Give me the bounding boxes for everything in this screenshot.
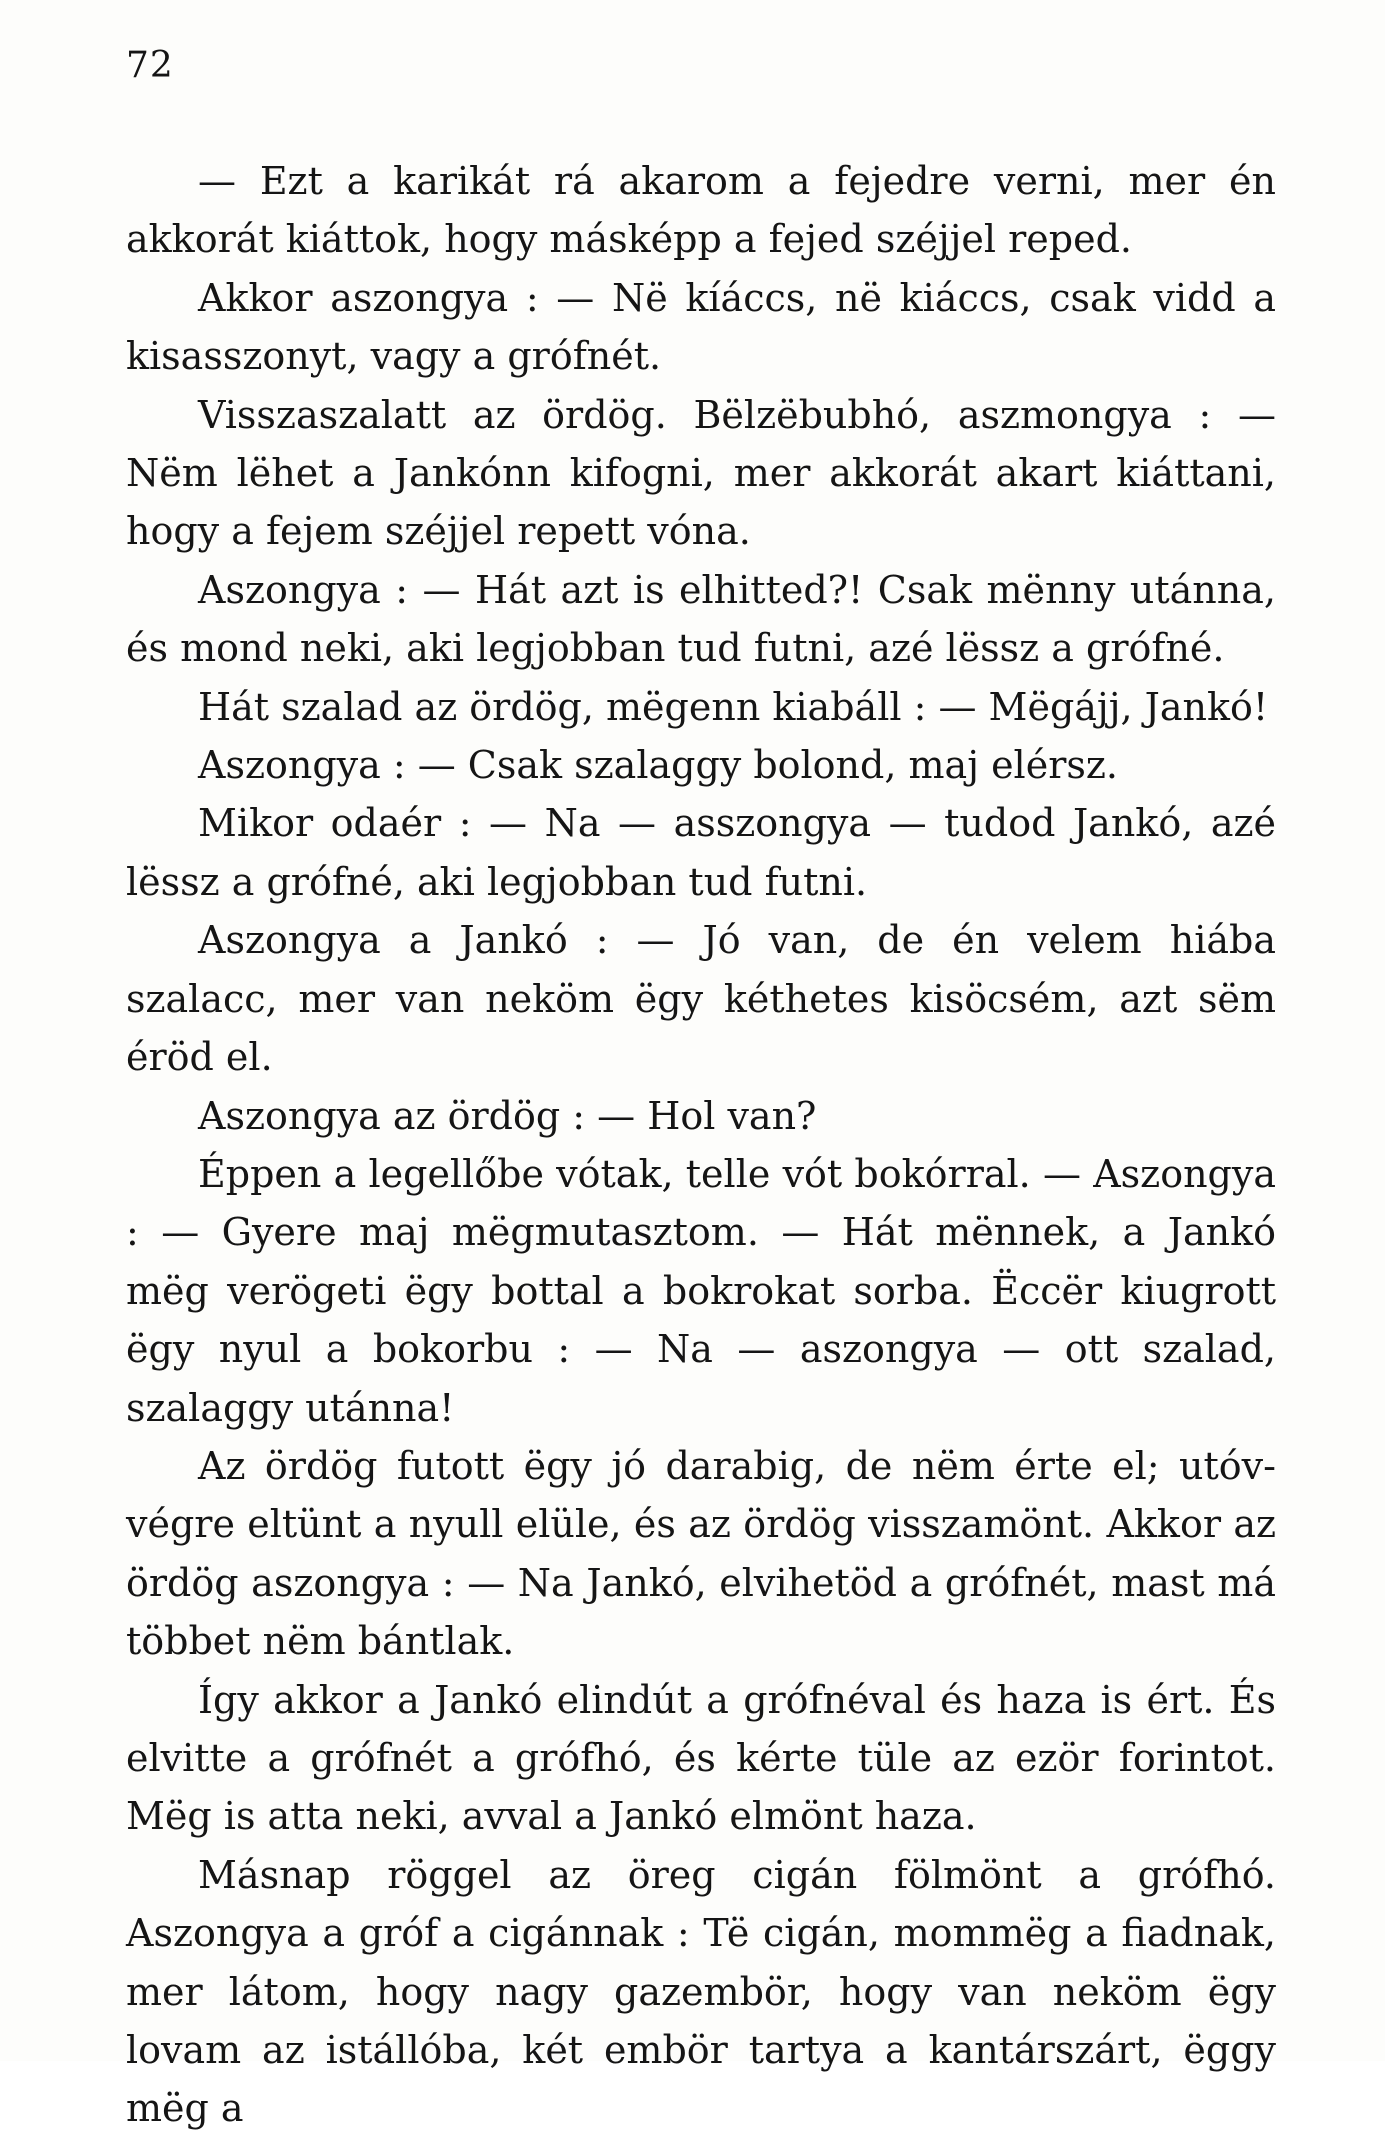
page-number: 72 [126,45,174,86]
body-text [126,152,1276,2138]
paragraph: Másnap röggel az öreg cigán fölmönt a grófhó. Aszongya a gróf a cigánnak : Të cigán, mommëg a fiadnak, mer látom, hogy nagy gazembör, hogy van neköm ëgy lovam az istállóba, két embör tartya a kantárszárt, ëggy mëg a [126,1852,1276,2131]
paragraph: Így akkor a Jankó elindút a grófnéval és haza is ért. És elvitte a grófnét a grófhó, és kérte tüle az ezör forintot. Mëg is atta neki, avval a Jankó elmönt haza. [126,1677,1276,1839]
paragraph: Hát szalad az ördög, mëgenn kiabáll : — Mëgájj, Jankó! [198,684,1269,729]
paragraph: Akkor aszongya : — Në kíáccs, në kiáccs, csak vidd a kisasszonyt, vagy a grófnét. [126,275,1276,379]
paragraph: Aszongya : — Hát azt is elhitted?! Csak mënny utánna, és mond neki, aki legjobban tud futni, azé lëssz a grófné. [126,567,1276,671]
paragraph: Aszongya : — Csak szalaggy bolond, maj elérsz. [198,743,1118,788]
paragraph: Aszongya az ördög : — Hol van? [198,1093,817,1138]
paragraph: — Ezt a karikát rá akarom a fejedre verni, mer én akkorát kiáttok, hogy másképp a fejed széjjel reped. [126,159,1276,262]
paragraph: Visszaszalatt az ördög. Bëlzëbubhó, aszmongya : — Nëm lëhet a Jankónn kifogni, mer akkorát akart kiáttani, hogy a fejem széjjel repett vóna. [126,392,1276,554]
paragraph: Éppen a legellőbe vótak, telle vót bokórral. — Aszongya : — Gyere maj mëgmutasztom. — Hát mënnek, a Jankó mëg verögeti ëgy bottal a bokrokat sorba. Ëccër kiugrott ëgy nyul a bokorbu : — Na — aszongya — ott szalad, szalaggy utánna! [126,1151,1276,1430]
paragraph: Mikor odaér : — Na — asszongya — tudod Jankó, azé lëssz a grófné, aki legjobban tud futni. [126,801,1276,904]
paragraph: Az ördög futott ëgy jó darabig, de nëm érte el; utóv-végre eltünt a nyull elüle, és az ördög visszamönt. Akkor az ördög aszongya : — Na Jankó, elvihetöd a grófnét, mast má többet nëm bántlak. [126,1443,1276,1664]
paragraph: Aszongya a Jankó : — Jó van, de én velem hiába szalacc, mer van neköm ëgy kéthetes kisöcsém, azt sëm éröd el. [126,918,1276,1080]
